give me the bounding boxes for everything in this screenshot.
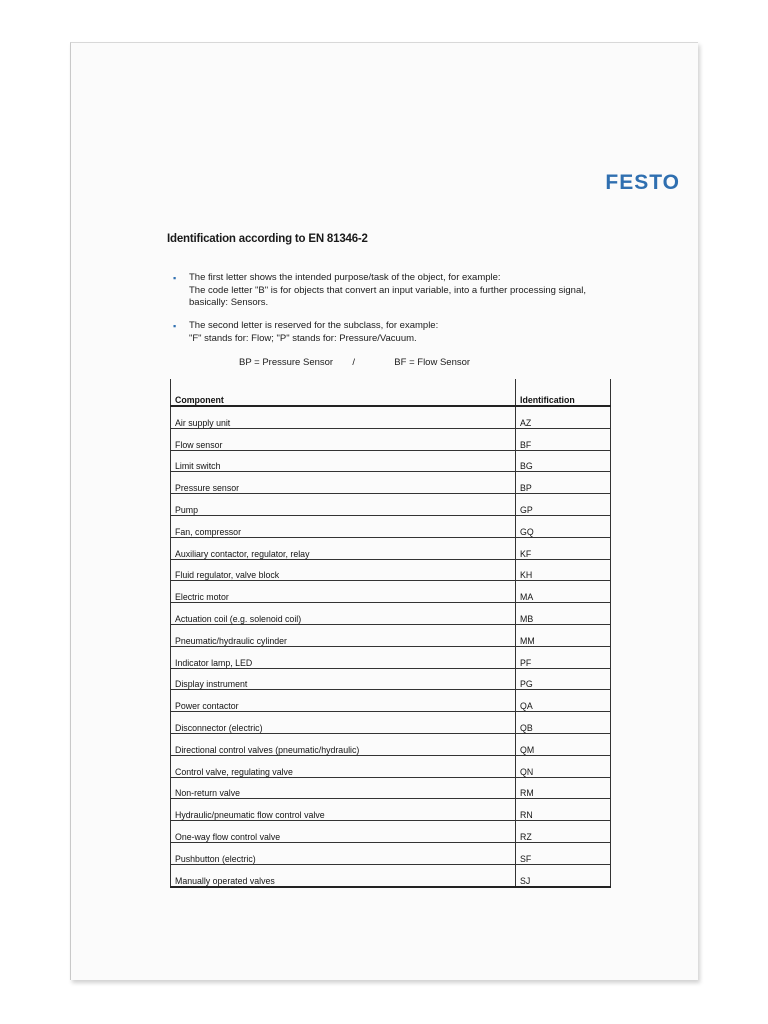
component-cell: Hydraulic/pneumatic flow control valve bbox=[171, 799, 516, 821]
identification-cell: SJ bbox=[516, 864, 611, 886]
identification-cell: MB bbox=[516, 603, 611, 625]
identification-cell: BP bbox=[516, 472, 611, 494]
table-row bbox=[171, 646, 611, 668]
table-row bbox=[171, 450, 611, 472]
table-row bbox=[171, 755, 611, 777]
component-cell: Auxiliary contactor, regulator, relay bbox=[171, 537, 516, 559]
page-title: Identification according to EN 81346-2 bbox=[167, 233, 368, 245]
table-row bbox=[171, 668, 611, 690]
identification-cell: SF bbox=[516, 842, 611, 864]
identification-cell: QA bbox=[516, 690, 611, 712]
component-cell: Control valve, regulating valve bbox=[171, 755, 516, 777]
identification-cell: GQ bbox=[516, 515, 611, 537]
example-separator: / bbox=[352, 357, 356, 368]
component-cell: Indicator lamp, LED bbox=[171, 646, 516, 668]
column-header-component: Component bbox=[171, 379, 516, 406]
identification-cell: BF bbox=[516, 428, 611, 450]
table-row bbox=[171, 406, 611, 428]
identification-table bbox=[170, 379, 611, 888]
component-cell: Pump bbox=[171, 494, 516, 516]
identification-cell: QN bbox=[516, 755, 611, 777]
table-row bbox=[171, 472, 611, 494]
identification-cell: QM bbox=[516, 733, 611, 755]
document-page bbox=[70, 42, 698, 980]
component-cell: One-way flow control valve bbox=[171, 821, 516, 843]
identification-cell: KF bbox=[516, 537, 611, 559]
identification-cell: RM bbox=[516, 777, 611, 799]
component-cell: Electric motor bbox=[171, 581, 516, 603]
example-right: BF = Flow Sensor bbox=[394, 357, 471, 368]
identification-cell: MA bbox=[516, 581, 611, 603]
bullet-first-letter bbox=[173, 272, 619, 310]
component-cell: Limit switch bbox=[171, 450, 516, 472]
component-cell: Power contactor bbox=[171, 690, 516, 712]
component-cell: Pressure sensor bbox=[171, 472, 516, 494]
bullet-second-letter bbox=[173, 320, 619, 345]
table-row bbox=[171, 733, 611, 755]
bullet-line: The first letter shows the intended purpose/task of the object, for example: bbox=[189, 272, 501, 283]
table-row bbox=[171, 428, 611, 450]
table-row bbox=[171, 777, 611, 799]
table-row bbox=[171, 494, 611, 516]
table-row bbox=[171, 603, 611, 625]
table-row bbox=[171, 799, 611, 821]
identification-cell: BG bbox=[516, 450, 611, 472]
bullet-dot-icon: ▪ bbox=[173, 273, 177, 283]
bullet-line: "F" stands for: Flow; "P" stands for: Pressure/Vacuum. bbox=[189, 332, 417, 344]
component-cell: Display instrument bbox=[171, 668, 516, 690]
table-row bbox=[171, 821, 611, 843]
bullet-line: The code letter "B" is for objects that convert an input variable, into a further processing signal, bbox=[189, 284, 586, 296]
festo-logo: FESTO bbox=[605, 171, 680, 194]
table-row bbox=[171, 864, 611, 886]
identification-cell: MM bbox=[516, 624, 611, 646]
component-cell: Pneumatic/hydraulic cylinder bbox=[171, 624, 516, 646]
component-cell: Actuation coil (e.g. solenoid coil) bbox=[171, 603, 516, 625]
bullet-line: basically: Sensors. bbox=[189, 297, 269, 308]
component-cell: Fan, compressor bbox=[171, 515, 516, 537]
bullet-line: The second letter is reserved for the subclass, for example: bbox=[189, 320, 439, 331]
example-left: BP = Pressure Sensor bbox=[239, 357, 334, 368]
identification-cell: AZ bbox=[516, 406, 611, 428]
table-row bbox=[171, 581, 611, 603]
table-header-row bbox=[171, 379, 611, 406]
identification-cell: GP bbox=[516, 494, 611, 516]
example-line bbox=[239, 357, 470, 368]
component-cell: Fluid regulator, valve block bbox=[171, 559, 516, 581]
component-cell: Manually operated valves bbox=[171, 864, 516, 886]
component-cell: Air supply unit bbox=[171, 406, 516, 428]
component-cell: Directional control valves (pneumatic/hydraulic) bbox=[171, 733, 516, 755]
column-header-identification: Identification bbox=[516, 379, 611, 406]
table-body bbox=[171, 406, 611, 887]
identification-cell: KH bbox=[516, 559, 611, 581]
identification-cell: QB bbox=[516, 712, 611, 734]
table-row bbox=[171, 515, 611, 537]
identification-cell: RZ bbox=[516, 821, 611, 843]
component-cell: Non-return valve bbox=[171, 777, 516, 799]
bullet-dot-icon: ▪ bbox=[173, 321, 177, 331]
table-row bbox=[171, 712, 611, 734]
component-cell: Disconnector (electric) bbox=[171, 712, 516, 734]
table-row bbox=[171, 842, 611, 864]
component-cell: Flow sensor bbox=[171, 428, 516, 450]
identification-cell: PF bbox=[516, 646, 611, 668]
component-cell: Pushbutton (electric) bbox=[171, 842, 516, 864]
identification-cell: PG bbox=[516, 668, 611, 690]
identification-cell: RN bbox=[516, 799, 611, 821]
table-row bbox=[171, 537, 611, 559]
table-row bbox=[171, 624, 611, 646]
table-row bbox=[171, 690, 611, 712]
table-row bbox=[171, 559, 611, 581]
